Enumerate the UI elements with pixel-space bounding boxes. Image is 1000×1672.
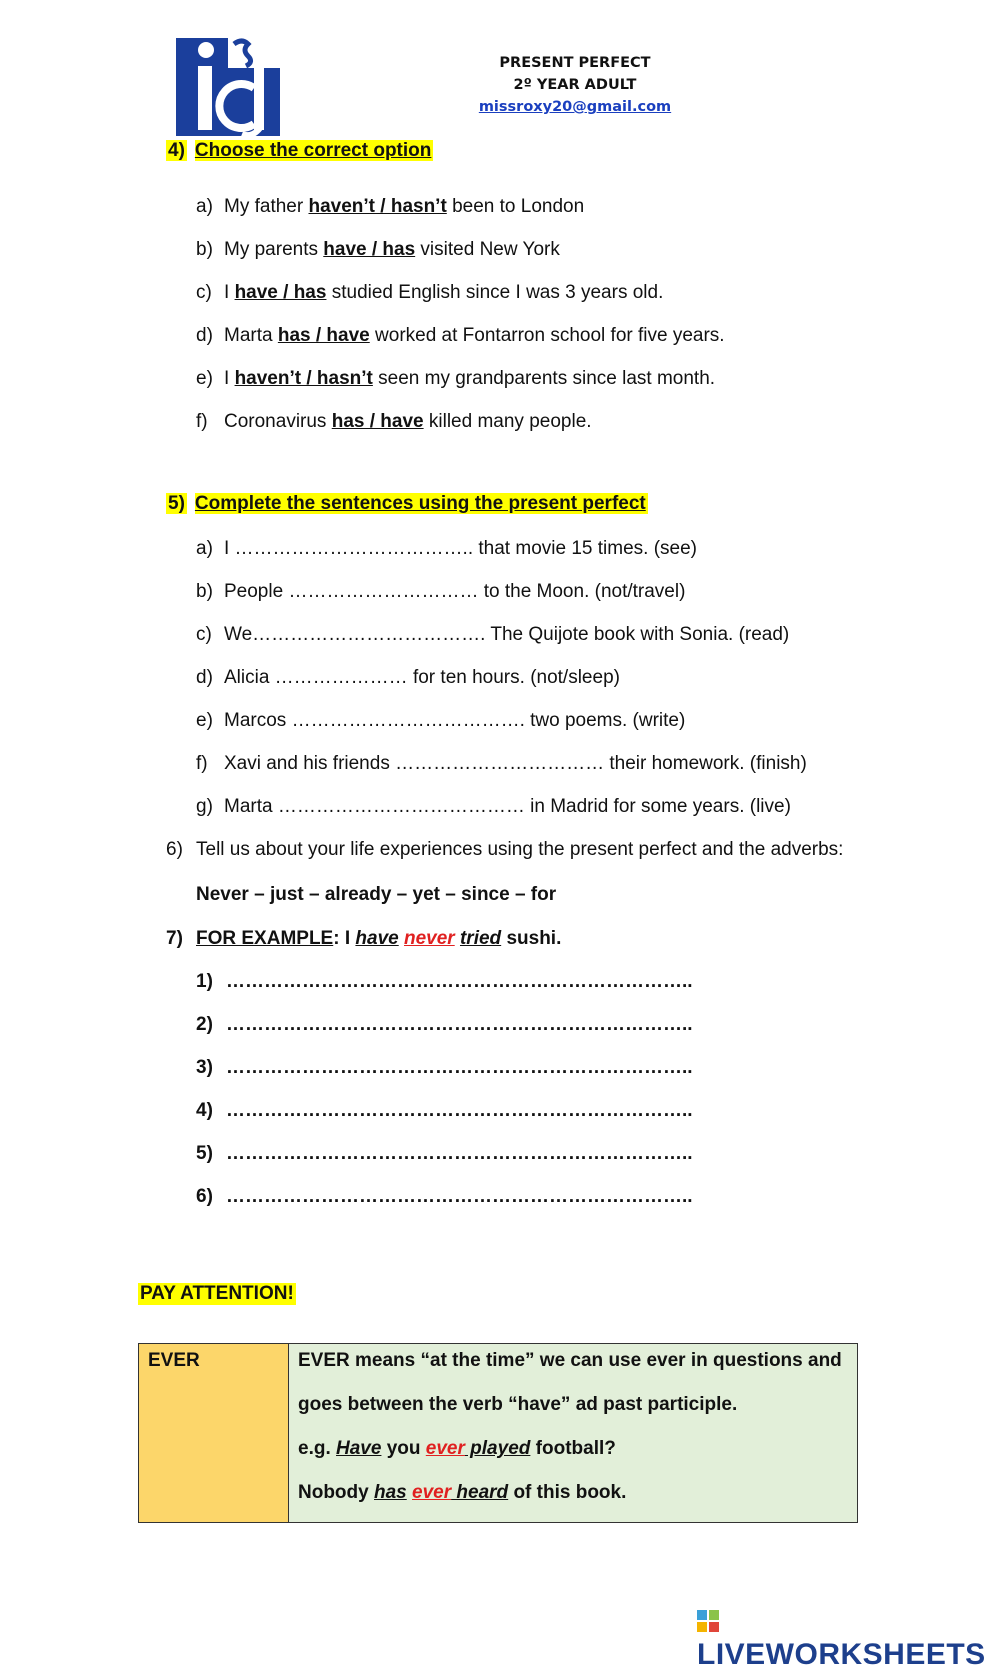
adverbs-list: Never – just – already – yet – since – for bbox=[196, 884, 557, 905]
complete-sentence-item[interactable] bbox=[196, 581, 685, 603]
item-label: e) bbox=[196, 710, 213, 731]
item-label: d) bbox=[196, 325, 213, 346]
doc-title: PRESENT PERFECT bbox=[499, 55, 651, 71]
school-logo bbox=[176, 38, 280, 136]
section-5-number: 5) bbox=[168, 493, 185, 514]
choose-option-item bbox=[196, 368, 715, 390]
answer-dots: ……………………………………………………………….. bbox=[226, 971, 693, 992]
item-post: worked at Fontarron school for five years. bbox=[369, 325, 725, 346]
ever-line-1: EVER means “at the time” we can use ever in questions and bbox=[298, 1350, 842, 1371]
answer-line[interactable] bbox=[196, 1186, 693, 1208]
item-pre: My father bbox=[224, 196, 309, 217]
answer-number: 1) bbox=[196, 971, 213, 992]
item-label: g) bbox=[196, 796, 213, 817]
answer-number: 6) bbox=[196, 1186, 213, 1207]
item-label: e) bbox=[196, 368, 213, 389]
complete-sentence-item[interactable] bbox=[196, 667, 620, 689]
answer-line[interactable] bbox=[196, 1143, 693, 1165]
option-choice[interactable]: have / has bbox=[234, 282, 327, 303]
choose-option-item bbox=[196, 196, 584, 218]
sentence-text: I ……………………………….. that movie 15 times. (see) bbox=[224, 538, 697, 559]
section-5-title bbox=[166, 493, 648, 515]
ever-explanation-cell bbox=[289, 1344, 857, 1522]
ex1-ever: ever bbox=[425, 1438, 465, 1459]
example-tried: tried bbox=[459, 928, 502, 949]
complete-sentence-item[interactable] bbox=[196, 710, 685, 732]
sentence-text: Xavi and his friends …………………………… their homework. (finish) bbox=[224, 753, 807, 774]
example-have: have bbox=[355, 928, 399, 949]
sentence-text: We………………………………. The Quijote book with Sonia. (read) bbox=[224, 624, 790, 645]
choose-option-item bbox=[196, 282, 663, 304]
answer-line[interactable] bbox=[196, 971, 693, 993]
ex1-played: played bbox=[464, 1438, 531, 1459]
item-label: f) bbox=[196, 411, 208, 432]
section-7-number: 7) bbox=[166, 928, 183, 949]
item-post: visited New York bbox=[415, 239, 560, 260]
item-pre: Marta bbox=[224, 325, 278, 346]
example-end: sushi. bbox=[501, 928, 562, 949]
section-6-text: Tell us about your life experiences using the present perfect and the adverbs: bbox=[196, 839, 844, 860]
complete-sentence-item[interactable] bbox=[196, 624, 789, 646]
item-post: been to London bbox=[446, 196, 585, 217]
answer-line[interactable] bbox=[196, 1057, 693, 1079]
item-label: c) bbox=[196, 624, 212, 645]
ex2-ever: ever bbox=[412, 1482, 452, 1503]
option-choice[interactable]: haven’t / hasn’t bbox=[308, 196, 447, 217]
email-link[interactable] bbox=[470, 99, 680, 115]
pay-attention-label: PAY ATTENTION! bbox=[140, 1283, 294, 1304]
liveworksheets-brand[interactable] bbox=[697, 1604, 1000, 1672]
choose-option-item bbox=[196, 325, 725, 347]
complete-sentence-item[interactable] bbox=[196, 753, 807, 775]
sentence-text: People ………………………… to the Moon. (not/travel) bbox=[224, 581, 686, 602]
section-4-title bbox=[166, 140, 433, 162]
answer-dots: ……………………………………………………………….. bbox=[226, 1057, 693, 1078]
choose-option-item bbox=[196, 411, 592, 433]
item-label: f) bbox=[196, 753, 208, 774]
item-pre: My parents bbox=[224, 239, 324, 260]
example-colon: : I bbox=[333, 928, 356, 949]
answer-number: 3) bbox=[196, 1057, 213, 1078]
ever-term: EVER bbox=[148, 1350, 200, 1371]
answer-number: 4) bbox=[196, 1100, 213, 1121]
option-choice[interactable]: has / have bbox=[331, 411, 424, 432]
answer-number: 5) bbox=[196, 1143, 213, 1164]
sentence-text: Marcos ………………………………. two poems. (write) bbox=[224, 710, 686, 731]
option-choice[interactable]: have / has bbox=[323, 239, 416, 260]
example-never: never bbox=[404, 928, 455, 949]
item-pre: Coronavirus bbox=[224, 411, 332, 432]
answer-dots: ……………………………………………………………….. bbox=[226, 1186, 693, 1207]
ever-example-2 bbox=[298, 1482, 626, 1504]
option-choice[interactable]: haven’t / hasn’t bbox=[234, 368, 373, 389]
liveworksheets-logo-icon bbox=[697, 1610, 719, 1632]
section-6-instruction bbox=[166, 839, 843, 861]
section-5-heading: Complete the sentences using the present perfect bbox=[194, 493, 646, 514]
complete-sentence-item[interactable] bbox=[196, 796, 791, 818]
ex2-heard: heard bbox=[451, 1482, 509, 1503]
answer-line[interactable] bbox=[196, 1100, 693, 1122]
item-label: a) bbox=[196, 538, 213, 559]
item-label: b) bbox=[196, 239, 213, 260]
item-label: b) bbox=[196, 581, 213, 602]
ever-example-1 bbox=[298, 1438, 616, 1460]
ex1-pre: e.g. bbox=[298, 1438, 337, 1459]
item-pre: I bbox=[224, 368, 235, 389]
brand-text: LIVEWORKSHEETS bbox=[697, 1638, 986, 1671]
ex2-has: has bbox=[374, 1482, 407, 1503]
section-6-number: 6) bbox=[166, 839, 183, 860]
ever-table bbox=[138, 1343, 858, 1523]
doc-subtitle: 2º YEAR ADULT bbox=[513, 77, 637, 93]
ex1-have: Have bbox=[336, 1438, 382, 1459]
ex1-mid: you bbox=[381, 1438, 426, 1459]
answer-number: 2) bbox=[196, 1014, 213, 1035]
section-4-heading: Choose the correct option bbox=[194, 140, 432, 161]
sentence-text: Marta ………………………………… in Madrid for some years. (live) bbox=[224, 796, 791, 817]
item-post: seen my grandparents since last month. bbox=[372, 368, 716, 389]
item-label: d) bbox=[196, 667, 213, 688]
item-post: killed many people. bbox=[423, 411, 592, 432]
item-label: a) bbox=[196, 196, 213, 217]
answer-dots: ……………………………………………………………….. bbox=[226, 1100, 693, 1121]
ever-term-cell bbox=[139, 1344, 289, 1522]
section-4-number: 4) bbox=[168, 140, 185, 161]
example-label: FOR EXAMPLE bbox=[196, 928, 334, 949]
email-text[interactable]: missroxy20@gmail.com bbox=[478, 99, 672, 115]
item-pre: I bbox=[224, 282, 235, 303]
ever-line-2: goes between the verb “have” ad past participle. bbox=[298, 1394, 738, 1415]
complete-sentence-item[interactable] bbox=[196, 538, 697, 560]
choose-option-item bbox=[196, 239, 560, 261]
ex2-post: of this book. bbox=[508, 1482, 627, 1503]
option-choice[interactable]: has / have bbox=[277, 325, 370, 346]
example-sentence bbox=[166, 928, 561, 950]
answer-dots: ……………………………………………………………….. bbox=[226, 1014, 693, 1035]
ex2-pre: Nobody bbox=[298, 1482, 374, 1503]
answer-dots: ……………………………………………………………….. bbox=[226, 1143, 693, 1164]
item-post: studied English since I was 3 years old. bbox=[326, 282, 664, 303]
sentence-text: Alicia ………………… for ten hours. (not/sleep) bbox=[224, 667, 620, 688]
answer-line[interactable] bbox=[196, 1014, 693, 1036]
item-label: c) bbox=[196, 282, 212, 303]
ex1-post: football? bbox=[530, 1438, 616, 1459]
